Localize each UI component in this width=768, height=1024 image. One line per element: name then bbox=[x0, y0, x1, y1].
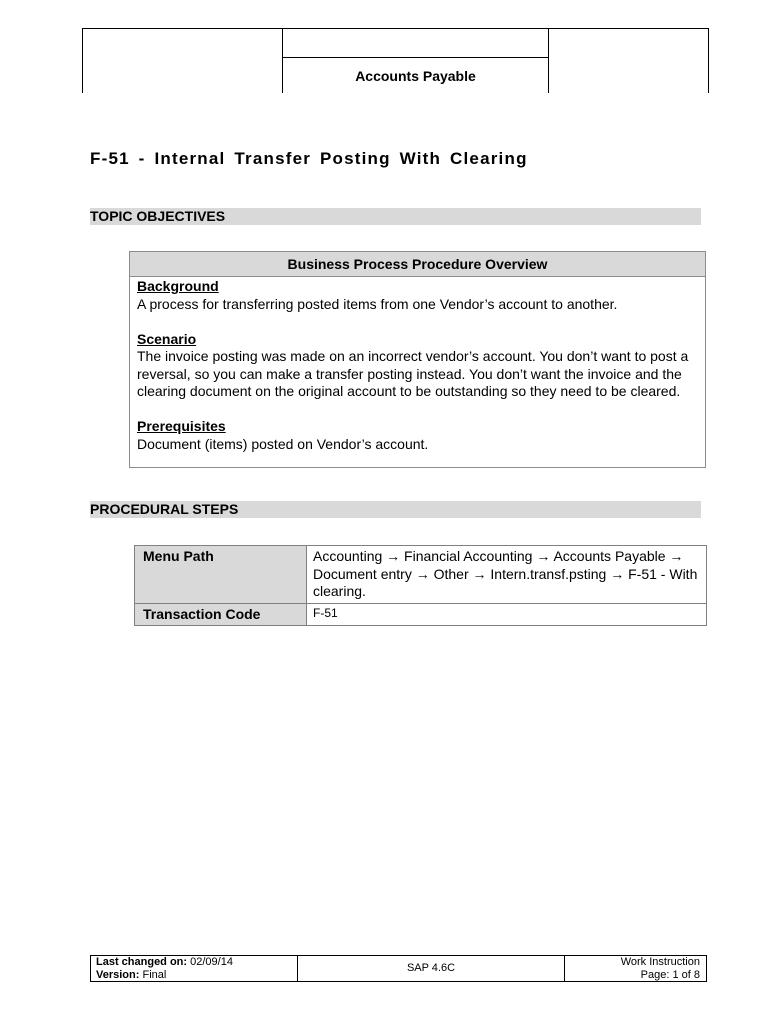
header-top-cell bbox=[283, 29, 548, 58]
steps-table bbox=[134, 545, 707, 626]
footer-doc-type: Work Instruction bbox=[620, 956, 700, 968]
header-module-label: Accounts Payable bbox=[355, 67, 476, 84]
background-label: Background bbox=[137, 278, 219, 294]
section-procedural-steps: PROCEDURAL STEPS bbox=[90, 501, 701, 518]
transaction-code-label: Transaction Code bbox=[135, 603, 307, 626]
background-text: A process for transferring posted items from one Vendor’s account to another. bbox=[137, 295, 618, 312]
table-row bbox=[135, 603, 707, 626]
scenario-label: Scenario bbox=[137, 330, 197, 347]
footer-page-number: Page: 1 of 8 bbox=[640, 968, 700, 981]
overview-heading: Business Process Procedure Overview bbox=[130, 252, 705, 277]
last-changed-label: Last changed on: bbox=[96, 956, 188, 968]
header-table bbox=[82, 28, 709, 93]
prerequisites-text: Document (items) posted on Vendor’s account. bbox=[137, 435, 429, 452]
transaction-code-value: F-51 bbox=[307, 603, 707, 626]
footer-right-cell bbox=[565, 956, 706, 981]
overview-body bbox=[130, 277, 705, 453]
version-label: Version: bbox=[96, 968, 140, 981]
menu-path-label: Menu Path bbox=[135, 546, 307, 604]
section-topic-objectives: TOPIC OBJECTIVES bbox=[90, 208, 701, 225]
prerequisites-label: Prerequisites bbox=[137, 418, 226, 434]
document-title: F-51 - Internal Transfer Posting With Clearing bbox=[90, 149, 528, 168]
footer-system: SAP 4.6C bbox=[298, 956, 565, 981]
version-value: Final bbox=[142, 968, 167, 981]
last-changed-value: 02/09/14 bbox=[190, 956, 233, 968]
table-row bbox=[135, 546, 707, 604]
header-logo-cell bbox=[83, 29, 283, 93]
footer-table bbox=[90, 955, 707, 982]
menu-path-value: Accounting → Financial Accounting → Accounts Payable → Document entry → Other → Intern.transf.psting → F-51 - With clearing. bbox=[307, 546, 707, 604]
scenario-text: The invoice posting was made on an incorrect vendor’s account. You don’t want to post a reversal, so you can make a transfer posting instead. You don’t want the invoice and the clearing document on the original account to be outstanding so they need to be cleared. bbox=[137, 348, 689, 399]
header-right-cell bbox=[548, 29, 549, 93]
footer-left-cell bbox=[91, 956, 298, 981]
overview-box bbox=[129, 251, 706, 468]
